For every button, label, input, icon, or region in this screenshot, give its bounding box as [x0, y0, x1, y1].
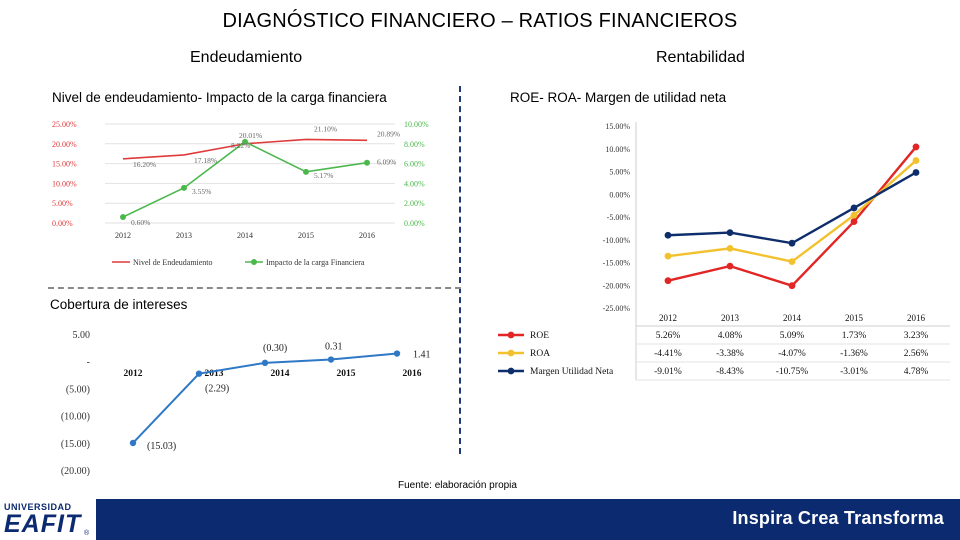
debt-point-impacto — [181, 185, 187, 191]
profit-table-cell: -4.41% — [654, 349, 682, 359]
coverage-data-label: 0.31 — [325, 341, 343, 353]
coverage-y-tick-label: (20.00) — [60, 466, 90, 477]
coverage-point — [130, 440, 136, 446]
section-title-rentabilidad: Rentabilidad — [656, 49, 745, 66]
profit-table-cell: 4.78% — [903, 367, 929, 377]
profit-table-cell: 5.26% — [655, 331, 681, 341]
profit-table-year: 2015 — [845, 313, 863, 323]
debt-data-label-endeudamiento: 16.20% — [133, 159, 157, 169]
profit-table-cell: 4.08% — [717, 331, 743, 341]
profit-table-cell: -3.01% — [840, 367, 868, 377]
debt-x-tick-label: 2013 — [176, 231, 192, 240]
profit-y-tick-label: 10.00% — [605, 144, 630, 154]
profit-table-cell: -8.43% — [716, 367, 744, 377]
profit-y-tick-label: -15.00% — [602, 258, 630, 268]
coverage-data-label: (15.03) — [147, 440, 177, 452]
debt-data-label-endeudamiento: 17.18% — [194, 155, 218, 165]
profit-point-roe — [789, 282, 796, 289]
coverage-x-tick-label: 2013 — [204, 369, 224, 380]
coverage-point — [394, 350, 400, 356]
profit-table-cell: -10.75% — [775, 367, 809, 377]
coverage-data-label: 1.41 — [413, 349, 431, 361]
logo-registered-mark: ® — [84, 530, 90, 537]
coverage-x-tick-label: 2015 — [336, 369, 356, 380]
profit-legend-marker-roe — [508, 332, 515, 339]
profit-point-margen-utilidad-neta — [913, 169, 920, 176]
coverage-y-tick-label: (10.00) — [60, 411, 90, 423]
coverage-x-tick-label: 2012 — [123, 369, 143, 380]
profit-point-roe — [727, 263, 734, 270]
profit-legend-label-roe: ROE — [530, 331, 549, 341]
debt-chart — [50, 112, 450, 272]
coverage-point — [196, 370, 202, 376]
profit-series-line-margen-utilidad-neta — [668, 173, 916, 244]
debt-x-tick-label: 2014 — [237, 231, 253, 240]
profit-y-tick-label: -25.00% — [602, 304, 630, 313]
debt-right-tick-label: 2.00% — [404, 199, 425, 209]
logo-main-text: EAFIT — [4, 510, 82, 538]
coverage-y-tick-label: - — [86, 357, 90, 369]
debt-chart-subtitle: Nivel de endeudamiento- Impacto de la carga financiera — [52, 90, 387, 105]
debt-right-tick-label: 4.00% — [404, 179, 425, 189]
coverage-y-tick-label: (5.00) — [65, 384, 90, 396]
debt-legend-marker-impacto — [251, 259, 257, 265]
profit-point-margen-utilidad-neta — [851, 205, 858, 212]
debt-data-label-impacto: 0.60% — [131, 218, 151, 228]
debt-right-tick-label: 8.00% — [404, 139, 425, 149]
debt-data-label-endeudamiento: 20.89% — [377, 129, 401, 139]
coverage-point — [262, 360, 268, 366]
debt-data-label-endeudamiento: 21.10% — [314, 124, 338, 134]
profit-point-roa — [789, 258, 796, 265]
profit-y-tick-label: -20.00% — [602, 281, 630, 291]
debt-left-tick-label: 5.00% — [52, 199, 73, 209]
profit-point-roe — [665, 277, 672, 284]
profit-point-margen-utilidad-neta — [789, 240, 796, 247]
profit-point-roe — [913, 144, 920, 151]
debt-data-label-impacto: 3.55% — [192, 186, 212, 196]
coverage-x-tick-label: 2014 — [270, 369, 290, 380]
horizontal-divider — [48, 287, 461, 289]
debt-left-tick-label: 25.00% — [52, 120, 77, 129]
profit-table-year: 2014 — [783, 313, 801, 323]
profit-point-margen-utilidad-neta — [665, 232, 672, 239]
profit-legend-label-roa: ROA — [530, 349, 551, 359]
debt-x-tick-label: 2016 — [359, 231, 375, 240]
coverage-point — [328, 356, 334, 362]
debt-right-tick-label: 6.00% — [404, 159, 425, 169]
profit-table-year: 2016 — [907, 313, 925, 323]
coverage-data-label: (2.29) — [205, 383, 230, 395]
profit-point-roa — [727, 245, 734, 252]
debt-legend-label-endeudamiento: Nivel de Endeudamiento — [133, 258, 213, 267]
profit-legend-marker-margen-utilidad-neta — [508, 368, 515, 375]
vertical-divider — [459, 86, 461, 454]
debt-point-impacto — [303, 169, 309, 175]
coverage-series-line — [133, 354, 397, 443]
profit-table-cell: 3.23% — [903, 331, 929, 341]
profit-point-roe — [851, 218, 858, 225]
debt-legend-label-impacto: Impacto de la carga Financiera — [266, 258, 365, 267]
debt-left-tick-label: 20.00% — [52, 139, 77, 149]
debt-left-tick-label: 10.00% — [52, 179, 77, 189]
debt-point-impacto — [120, 214, 126, 220]
profit-table-cell: -9.01% — [654, 367, 682, 377]
logo-top-text: UNIVERSIDAD — [4, 502, 72, 512]
profit-table-cell: -1.36% — [840, 349, 868, 359]
profit-point-roa — [851, 212, 858, 219]
profit-y-tick-label: -10.00% — [602, 235, 630, 245]
profit-y-tick-label: 5.00% — [609, 167, 630, 177]
profit-table-cell: -3.38% — [716, 349, 744, 359]
profit-table-year: 2013 — [721, 313, 739, 323]
footer-slogan: Inspira Crea Transforma — [732, 508, 944, 528]
profit-table-cell: -4.07% — [778, 349, 806, 359]
coverage-y-tick-label: (15.00) — [60, 438, 90, 450]
coverage-chart — [50, 325, 450, 480]
profit-table-cell: 1.73% — [841, 331, 867, 341]
debt-x-tick-label: 2015 — [298, 231, 314, 240]
coverage-x-tick-label: 2016 — [402, 369, 422, 380]
profit-table-cell: 5.09% — [779, 331, 805, 341]
profit-table-cell: 2.56% — [903, 349, 929, 359]
debt-left-tick-label: 0.00% — [52, 219, 73, 228]
profit-point-margen-utilidad-neta — [727, 229, 734, 236]
page-title: DIAGNÓSTICO FINANCIERO – RATIOS FINANCIEROS — [222, 10, 738, 32]
profit-legend-marker-roa — [508, 350, 515, 357]
profit-point-roa — [913, 157, 920, 164]
debt-left-tick-label: 15.00% — [52, 159, 77, 169]
debt-data-label-impacto: 6.09% — [377, 157, 397, 167]
profitability-chart — [494, 118, 954, 388]
source-note: Fuente: elaboración propia — [398, 480, 517, 491]
profit-table-year: 2012 — [659, 313, 677, 323]
debt-point-impacto — [364, 160, 370, 166]
coverage-data-label: (0.30) — [263, 342, 288, 354]
debt-right-tick-label: 0.00% — [404, 219, 425, 228]
debt-data-label-endeudamiento: 20.01% — [239, 130, 263, 140]
profitability-chart-subtitle: ROE- ROA- Margen de utilidad neta — [510, 90, 727, 105]
profit-legend-label-margen-utilidad-neta: Margen Utilidad Neta — [530, 367, 614, 377]
section-title-endeudamiento: Endeudamiento — [190, 49, 303, 66]
coverage-y-tick-label: 5.00 — [72, 330, 90, 341]
profit-y-tick-label: -5.00% — [606, 213, 630, 222]
debt-right-tick-label: 10.00% — [404, 120, 429, 129]
coverage-chart-subtitle: Cobertura de intereses — [50, 297, 188, 312]
debt-data-label-impacto: 8.22% — [231, 140, 251, 150]
profit-y-tick-label: 0.00% — [609, 190, 630, 200]
debt-x-tick-label: 2012 — [115, 231, 131, 240]
profit-point-roa — [665, 253, 672, 260]
debt-data-label-impacto: 5.17% — [314, 170, 334, 180]
profit-y-tick-label: 15.00% — [605, 122, 630, 131]
